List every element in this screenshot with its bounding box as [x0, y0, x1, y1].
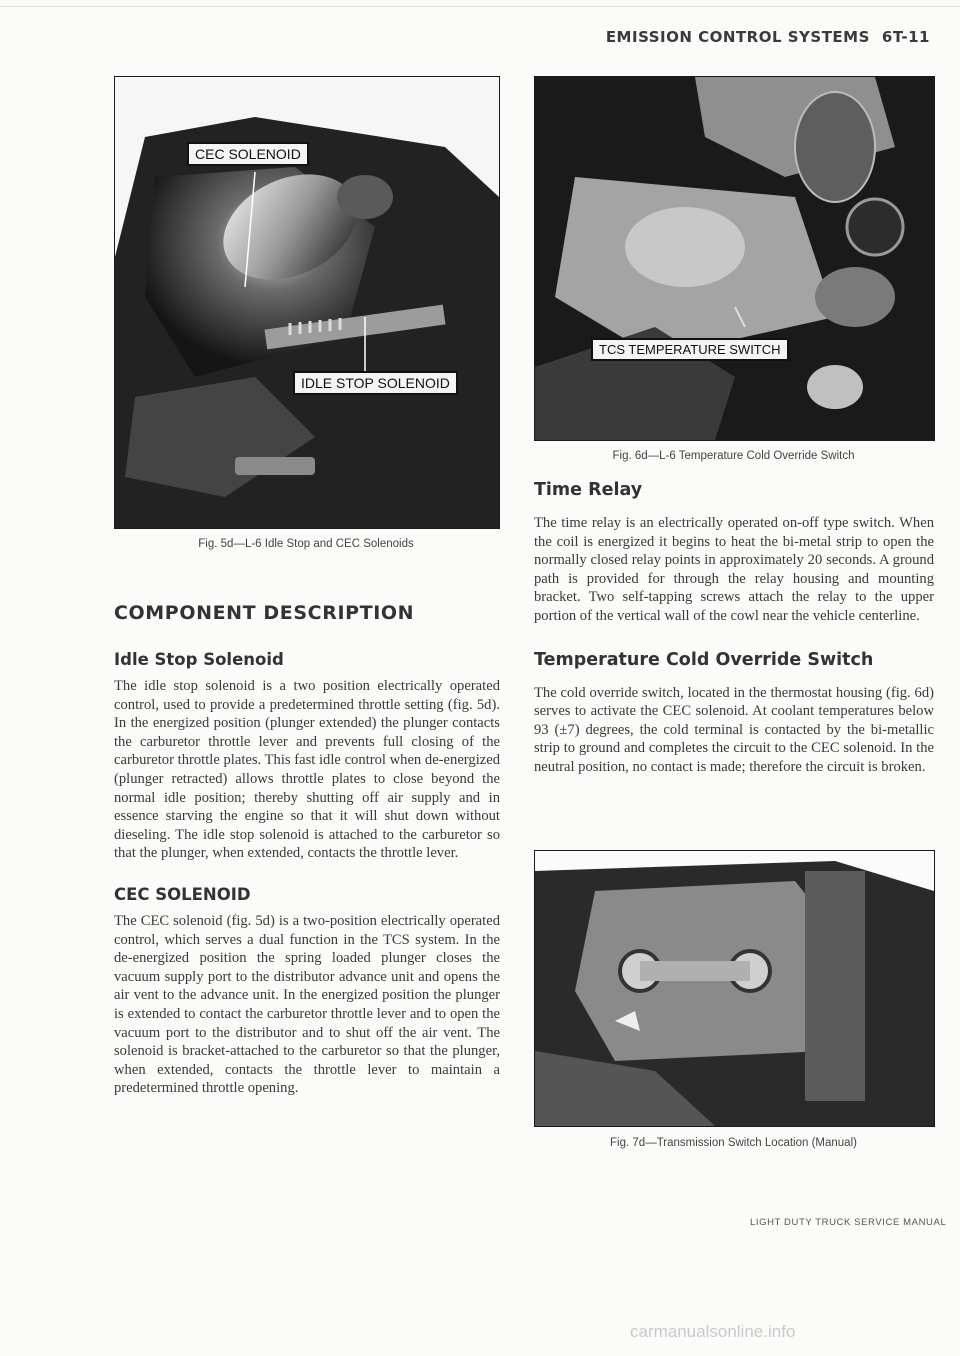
cec-solenoid-callout: CEC SOLENOID	[187, 142, 309, 166]
engine-compartment-image	[535, 77, 934, 440]
temperature-cold-override-heading: Temperature Cold Override Switch	[534, 649, 874, 670]
figure-7d-photo	[534, 850, 935, 1127]
cec-solenoid-heading: CEC SOLENOID	[114, 884, 251, 904]
idle-stop-solenoid-heading: Idle Stop Solenoid	[114, 650, 284, 669]
left-column	[114, 602, 500, 1098]
time-relay-heading: Time Relay	[534, 480, 643, 500]
figure-6d-caption: Fig. 6d—L-6 Temperature Cold Override Switch	[612, 450, 855, 462]
time-relay-text: The time relay is an electrically operated on-off type switch. When the coil is energized it begins to heat the bi-metal strip to open the normally closed relay points in approximately 20 seconds. A ground path is provided for through the relay housing and mounting bracket. Two self-tapping screws attach the relay to the upper portion of the vertical wall of the cowl near the vehicle centerline.	[534, 515, 934, 624]
figure-5d-photo	[114, 76, 500, 529]
running-head	[540, 28, 930, 46]
idle-stop-solenoid-text: The idle stop solenoid is a two position electrically operated control, used to provide a predetermined throttle setting (fig. 5d). In the energized position (plunger extended) the plunger contacts the carburetor throttle lever and prevents full closing of the carburetor throttle plates. This fast idle control when de-energized (plunger retracted) allows throttle plates to close beyond the normal idle position; thereby shutting off air supply and in essence starving the engine so that it will shut down without dieseling. The idle stop solenoid is attached to the carburetor so that the plunger, when extended, contacts the throttle lever.	[114, 678, 500, 862]
figure-6d-photo	[534, 76, 935, 441]
transmission-photo-image	[535, 851, 934, 1126]
figure-5d-caption: Fig. 5d—L-6 Idle Stop and CEC Solenoids	[198, 538, 414, 550]
section-title: EMISSION CONTROL SYSTEMS	[605, 28, 870, 46]
tcs-temperature-switch-callout: TCS TEMPERATURE SWITCH	[591, 338, 789, 361]
temperature-cold-override-text: The cold override switch, located in the thermostat housing (fig. 6d) serves to activate the CEC solenoid. At coolant temperatures below 93 (±7) degrees, the cold terminal is contacted by the bi-metallic strip to ground and completes the circuit to the CEC solenoid. In the neutral position, no contact is made; therefore the circuit is broken.	[534, 684, 934, 775]
manual-footer: LIGHT DUTY TRUCK SERVICE MANUAL	[750, 1217, 947, 1228]
right-column	[534, 480, 934, 777]
top-rule	[0, 6, 960, 7]
watermark-text: carmanualsonline.info	[630, 1322, 796, 1341]
component-description-heading: COMPONENT DESCRIPTION	[114, 602, 415, 624]
idle-stop-solenoid-callout: IDLE STOP SOLENOID	[293, 371, 458, 395]
page-number: 6T-11	[881, 28, 930, 46]
figure-7d-caption: Fig. 7d—Transmission Switch Location (Manual)	[610, 1137, 857, 1149]
cec-solenoid-text: The CEC solenoid (fig. 5d) is a two-position electrically operated control, which serves a dual function in the TCS system. In the de-energized position the spring loaded plunger closes the vacuum supply port to the distributor advance unit and opens the air vent to the advance unit. In the energized position the plunger is extended to contact the carburetor throttle lever and to open the vacuum port to the distributor and to shut off the air vent. The solenoid is bracket-attached to the carburetor so that the plunger, when extended, contacts the throttle lever to maintain a predetermined throttle opening.	[114, 912, 500, 1097]
